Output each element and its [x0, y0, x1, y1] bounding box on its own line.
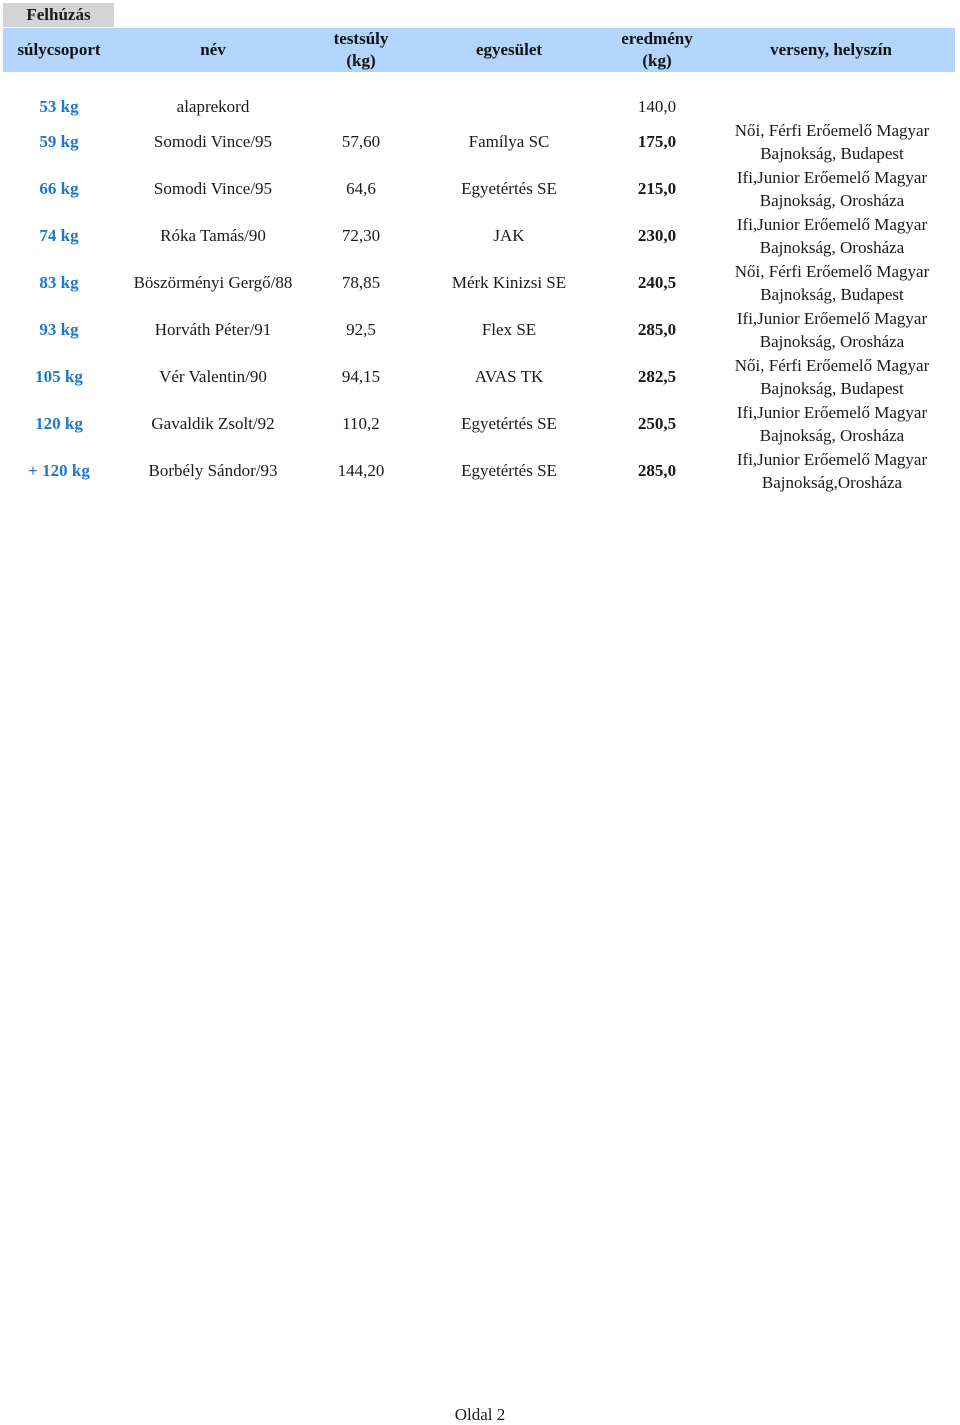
cell-egyesulet: Mérk Kinizsi SE: [451, 272, 567, 292]
cell-verseny-line1: Ifi,Junior Erőemelő Magyar: [736, 402, 928, 422]
cell-nev: Horváth Péter/91: [154, 319, 272, 339]
cell-verseny-line2: Bajnokság, Orosháza: [759, 331, 905, 351]
cell-verseny: [707, 259, 957, 306]
cell-testsuly: 64,6: [346, 178, 376, 198]
cell-testsuly: 78,85: [341, 272, 381, 292]
cell-testsuly: 94,15: [341, 366, 381, 386]
cell-eredmeny: 250,5: [637, 413, 677, 433]
table-row: [0, 212, 960, 259]
cell-verseny-line1: Ifi,Junior Erőemelő Magyar: [736, 308, 928, 328]
cell-sulycsoport: 74 kg: [39, 225, 79, 245]
cell-verseny-line1: Női, Férfi Erőemelő Magyar: [734, 120, 930, 140]
cell-sulycsoport: 66 kg: [39, 178, 79, 198]
table-row: [0, 259, 960, 306]
cell-sulycsoport: 120 kg: [35, 413, 83, 433]
cell-egyesulet: Flex SE: [481, 319, 537, 339]
page-number: Oldal 2: [454, 1405, 506, 1424]
cell-verseny-line2: Bajnokság, Orosháza: [759, 190, 905, 210]
header-eredmeny-line1: eredmény: [621, 29, 693, 48]
cell-egyesulet: Egyetértés SE: [461, 460, 557, 480]
sheet-title: Felhúzás: [3, 3, 114, 27]
cell-nev: Böszörményi Gergő/88: [133, 272, 293, 292]
cell-verseny-line2: Bajnokság, Budapest: [760, 284, 904, 304]
cell-verseny: [707, 212, 957, 259]
cell-sulycsoport: 59 kg: [39, 131, 79, 151]
cell-verseny: [707, 400, 957, 447]
cell-verseny-line1: Ifi,Junior Erőemelő Magyar: [736, 167, 928, 187]
cell-verseny-line2: Bajnokság, Orosháza: [759, 425, 905, 445]
cell-eredmeny: 140,0: [637, 97, 677, 116]
cell-verseny-line2: Bajnokság, Orosháza: [759, 237, 905, 257]
header-testsuly-line1: testsúly: [333, 29, 389, 48]
cell-verseny-line1: Női, Férfi Erőemelő Magyar: [734, 355, 930, 375]
cell-egyesulet: Famílya SC: [468, 131, 550, 151]
cell-eredmeny: 175,0: [637, 131, 677, 151]
cell-sulycsoport: + 120 kg: [28, 460, 90, 480]
header-eredmeny-line2: (kg): [642, 51, 672, 70]
table-row: [0, 353, 960, 400]
cell-verseny: [707, 447, 957, 494]
cell-verseny-line1: Ifi,Junior Erőemelő Magyar: [736, 449, 928, 469]
cell-testsuly: 57,60: [341, 131, 381, 151]
table-row: [0, 306, 960, 353]
cell-verseny-line1: Ifi,Junior Erőemelő Magyar: [736, 214, 928, 234]
cell-nev: Borbély Sándor/93: [148, 460, 278, 480]
table-row: [0, 447, 960, 494]
table-row: [0, 400, 960, 447]
table-row: [0, 165, 960, 212]
header-testsuly: [311, 28, 411, 72]
cell-eredmeny: 215,0: [637, 178, 677, 198]
cell-nev: Gavaldik Zsolt/92: [151, 413, 275, 433]
header-testsuly-line2: (kg): [346, 51, 376, 70]
cell-nev: Róka Tamás/90: [160, 225, 266, 245]
cell-nev: alaprekord: [176, 97, 250, 116]
cell-verseny-line2: Bajnokság, Budapest: [760, 378, 904, 398]
cell-verseny: [707, 306, 957, 353]
cell-nev: Somodi Vince/95: [153, 131, 273, 151]
cell-verseny: [707, 118, 957, 165]
cell-nev: Somodi Vince/95: [153, 178, 273, 198]
header-eredmeny: [607, 28, 707, 72]
header-egyesulet: egyesület: [475, 40, 543, 59]
table-header: [3, 28, 955, 72]
cell-verseny-line2: Bajnokság,Orosháza: [761, 472, 903, 492]
header-sulycsoport: súlycsoport: [17, 40, 101, 59]
cell-eredmeny: 240,5: [637, 272, 677, 292]
header-nev: név: [200, 40, 226, 59]
cell-nev: Vér Valentin/90: [159, 366, 267, 386]
cell-sulycsoport: 93 kg: [39, 319, 79, 339]
cell-sulycsoport: 105 kg: [35, 366, 83, 386]
cell-testsuly: 72,30: [341, 225, 381, 245]
header-verseny: verseny, helyszín: [770, 40, 892, 59]
cell-testsuly: 144,20: [337, 460, 385, 480]
cell-verseny: [707, 353, 957, 400]
table-row: [0, 118, 960, 165]
cell-verseny-line2: Bajnokság, Budapest: [760, 143, 904, 163]
cell-sulycsoport: 83 kg: [39, 272, 79, 292]
cell-verseny: [707, 165, 957, 212]
cell-testsuly: 92,5: [346, 319, 376, 339]
cell-egyesulet: AVAS TK: [474, 366, 544, 386]
cell-eredmeny: 282,5: [637, 366, 677, 386]
cell-eredmeny: 230,0: [637, 225, 677, 245]
cell-egyesulet: Egyetértés SE: [461, 413, 557, 433]
cell-testsuly: 110,2: [342, 413, 380, 433]
cell-sulycsoport: 53 kg: [39, 97, 79, 116]
cell-verseny-line1: Női, Férfi Erőemelő Magyar: [734, 261, 930, 281]
cell-eredmeny: 285,0: [637, 319, 677, 339]
cell-egyesulet: JAK: [493, 225, 525, 245]
cell-egyesulet: Egyetértés SE: [461, 178, 557, 198]
cell-eredmeny: 285,0: [637, 460, 677, 480]
